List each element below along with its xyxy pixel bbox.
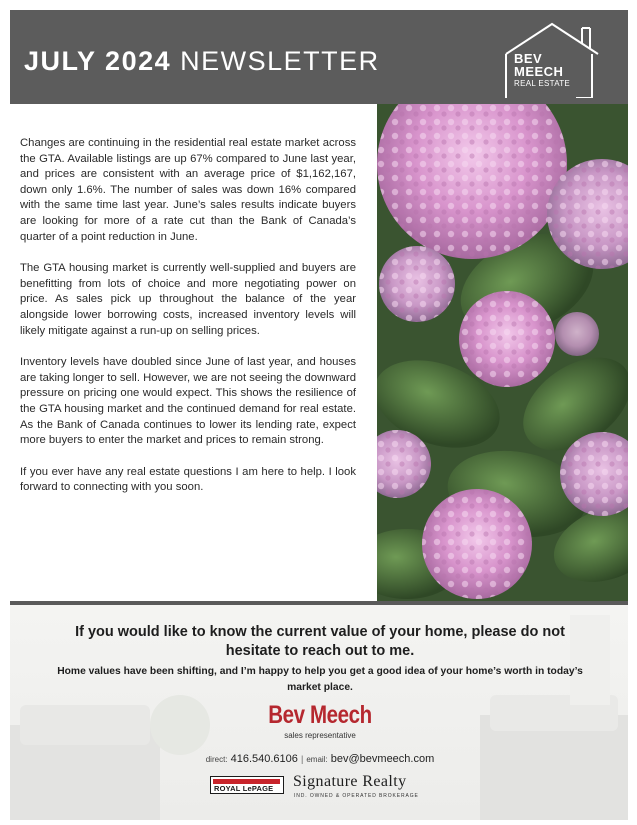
title-word: NEWSLETTER bbox=[180, 46, 380, 76]
brokerage-tagline: IND. OWNED & OPERATED BROKERAGE bbox=[294, 793, 419, 799]
logo-line-real-estate: REAL ESTATE bbox=[514, 79, 571, 88]
email-label: email: bbox=[306, 755, 328, 764]
logo-line-bev: BEV bbox=[514, 51, 543, 66]
article-paragraph: The GTA housing market is currently well-supplied and buyers are benefitting from lots of choice and more negotiating power on price. As sales pick up throughout the balance of the year alongside lower borrowing costs, increased inventory levels will likely mitigate against a run-up on selling prices. bbox=[20, 262, 356, 337]
direct-label: direct: bbox=[205, 755, 228, 764]
bev-meech-logo bbox=[504, 20, 604, 98]
newsletter-article bbox=[20, 136, 356, 512]
article-paragraph: Changes are continuing in the residential real estate market across the GTA. Available listings are up 67% compared to June last year, and prices are consistent with an average price of $1,162,167, down only 1.6%. The number of sales was down 16% compared with the same time last year. June’s sales results indicate buyers are looking for more of a rate cut than the Bank of Canada’s quarter of a point reduction in June. bbox=[20, 137, 356, 243]
contact-separator: | bbox=[300, 754, 304, 764]
logo-line-meech: MEECH bbox=[514, 64, 564, 79]
hydrangea-illustration bbox=[377, 104, 628, 601]
royal-lepage-logo bbox=[210, 776, 284, 794]
hydrangea-photo bbox=[377, 104, 628, 601]
contact-line bbox=[160, 753, 480, 765]
logo-wordmark bbox=[514, 52, 570, 89]
article-paragraph: Inventory levels have doubled since June of last year, and houses are taking longer to sell. However, we are not seeing the downward pressure on pricing one would expect. This shows the resilience of the GTA housing market and the continued demand for real estate. As the Bank of Canada continues to lower its lending rate, expect more buyers to enter the market and prices to remain strong. bbox=[20, 356, 356, 447]
title-date: JULY 2024 bbox=[24, 46, 172, 76]
cta-heading: If you would like to know the current value of your home, please do not hesitate to reach out to me. bbox=[75, 624, 565, 659]
article-paragraph: If you ever have any real estate questions I am here to help. I look forward to connecting with you soon. bbox=[20, 465, 356, 494]
email-address[interactable]: bev@bevmeech.com bbox=[330, 753, 435, 765]
cta-subheading: Home values have been shifting, and I’m happy to help you get a good idea of your home’s worth in today’s market place. bbox=[57, 666, 583, 693]
newsletter-header bbox=[10, 10, 628, 104]
agent-name: Bev Meech bbox=[268, 701, 372, 729]
royal-lepage-wordmark: ROYAL LePAGE bbox=[214, 784, 274, 793]
phone-number[interactable]: 416.540.6106 bbox=[230, 753, 298, 765]
footer-contact-section bbox=[10, 605, 628, 820]
brokerage-name: Signature Realty bbox=[293, 773, 407, 790]
agent-role: sales representative bbox=[284, 731, 356, 740]
newsletter-title bbox=[24, 46, 380, 77]
